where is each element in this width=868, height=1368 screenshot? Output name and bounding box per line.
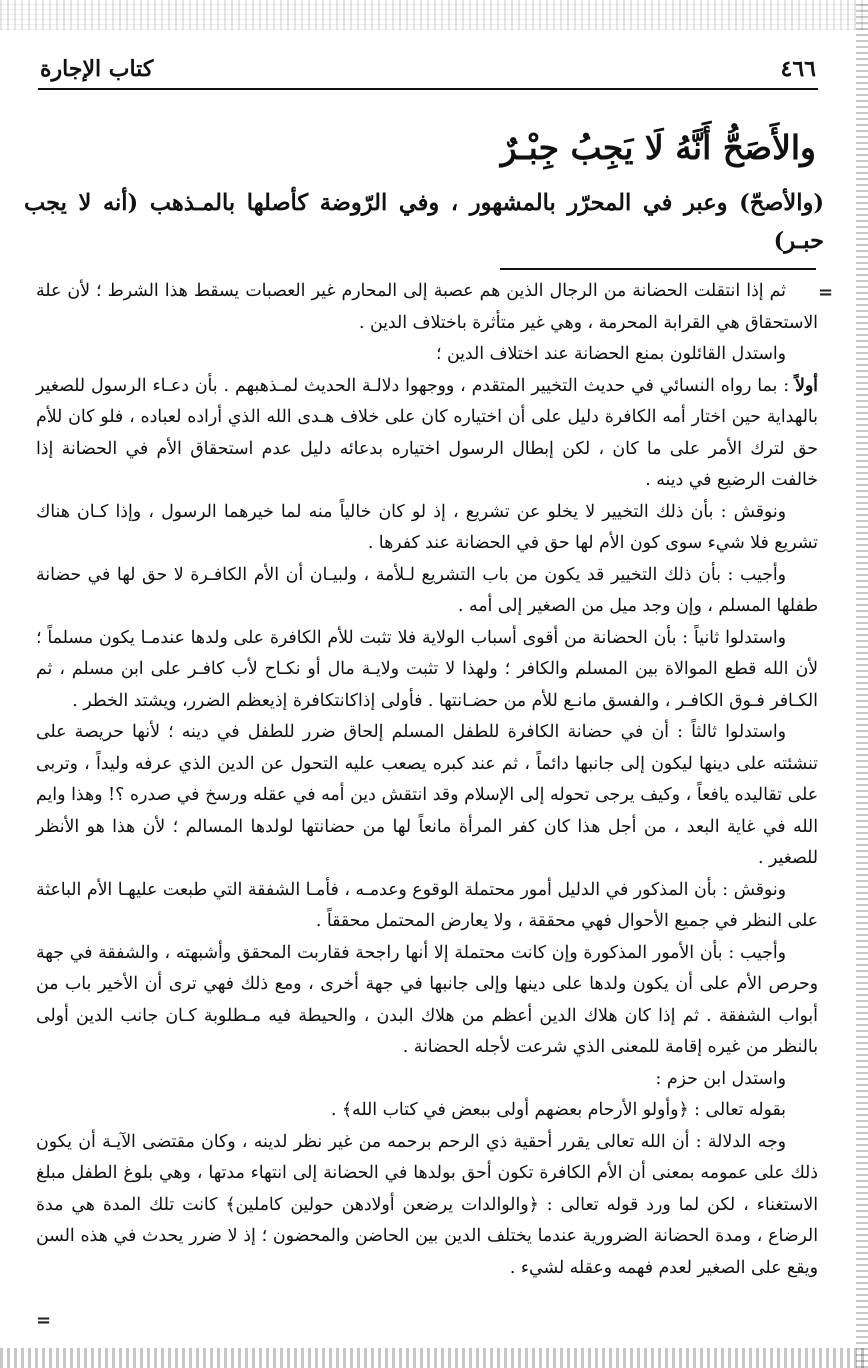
scan-edge-top — [0, 0, 868, 30]
paragraph: وأجيب : بأن ذلك التخيير قد يكون من باب التشريع لـلأمة ، ولبيـان أن الأم الكافـرة لا حق لها في حضانة طفلها المسلم ، وإن وجد ميل من الصغير إلى أمه . — [36, 564, 818, 616]
footnote-body — [36, 276, 818, 1284]
paragraph: واستدل القائلون بمنع الحضانة عند اختلاف الدين ؛ — [435, 344, 786, 364]
margin-mark-top: = — [818, 282, 834, 303]
matn-text: والأَصَحُّ أَنَّهُ لَا يَجِبُ جِبْـرٌ — [500, 128, 816, 167]
sharh-text: (والأصحّ) وعبر في المحرّر بالمشهور ، وفي الرّوضة كأصلها بالمـذهب (أنه لا يجب حبـر) — [24, 190, 824, 254]
paragraph-text: : بما رواه النسائي في حديث التخيير المتقدم ، ووجهوا دلالـة الحديث لمـذهبهم . بأن دعـاء الرسول للصغير بالهداية حين اختار أمه الكافرة دليل على أن اختياره كان على خلاف هـدى الله الذي أراده لعباده ، فلو كان للأم حق لترك الأمر على ما كان ، لكن إبطال الرسول اختياره بدعائه دليل عدم استحقاق الأم في الحضانة إذا خالفت الرضيع في دينه . — [36, 375, 818, 490]
margin-mark-bottom: = — [36, 1310, 52, 1331]
scan-edge-right — [856, 0, 868, 1368]
running-header — [38, 52, 818, 90]
paragraph: واستدلوا ثانياً : بأن الحضانة من أقوى أسباب الولاية فلا تثبت للأم الكافرة على ولدها عندمـا يكون مسلماً ؛ لأن الله قطع الموالاة بين المسلم والكافر ؛ ولهذا لا تثبت ولايـة مال أو نكـاح لأب كافـر على ابن مسلم ، ثم الكـافر فـوق الكافـر ، والفسق مانـع للأم من حضـانتها . فأولى إذاكانتكافرة إذيعظم الضرر، ويشتد الخطر . — [36, 627, 818, 711]
scan-edge-bottom — [0, 1348, 868, 1368]
paragraph: بقوله تعالى : ﴿وأولو الأرحام بعضهم أولى ببعض في كتاب الله﴾ . — [330, 1100, 786, 1120]
paragraph: واستدل ابن حزم : — [655, 1068, 786, 1089]
paragraph: ثم إذا انتقلت الحضانة من الرجال الذين هم عصبة إلى المحارم غير العصبات يسقط هذا الشرط ؛ لأن علة الاستحقاق هي القرابة المحرمة ، وهي غير متأثرة باختلاف الدين . — [36, 281, 818, 333]
book-title: كتاب الإجارة — [40, 56, 154, 82]
paragraph — [36, 371, 818, 497]
paragraph: وجه الدلالة : أن الله تعالى يقرر أحقية ذي الرحم برحمه من غير نظر لدينه ، وكان مقتضى الآيـة أن يكون ذلك على عمومه بمعنى أن الأم الكافرة تكون أحق بولدها في الحضانة إلى انتهاء مدتها ، وهي بلوغ الطفل مبلغ الاستغناء ، لكن لما ورد قوله تعالى : ﴿والوالدات يرضعن أولادهن حولين كاملين﴾ كانت تلك المدة هي مدة الرضاع ، ومدة الحضانة الضرورية عندما يختلف الدين بين الحاضن والمحضون ؛ إذ لا ضرر يحدث في هذه السن ويقع على الصغير لعدم فهمه وعقله لشيء . — [36, 1131, 818, 1278]
paragraph: ونوقش : بأن المذكور في الدليل أمور محتملة الوقوع وعدمـه ، فأمـا الشفقة التي طبعت عليهـا الأم الباعثة على النظر في جميع الأحوال فهي محققة ، ولا يعارض المحتمل محققاً . — [36, 879, 818, 931]
separator-line — [500, 268, 816, 270]
paragraph: واستدلوا ثالثاً : أن في حضانة الكافرة للطفل المسلم إلحاق ضرر للطفل في دينه ؛ لأنها حريصة على تنشئته على دينها ليكون إلى جانبها دائماً ، ثم عند كبره يصعب عليه التحول عن الدين الذي عرفه وليداً ، وتربى على تقاليده يافعاً ، وكيف يرجى تحوله إلى الإسلام وقد انتقش دين أمه في عقله ورسخ في صدره ؟! وهذا وايم الله في غاية البعد ، من أجل هذا كان كفر المرأة مانعاً لها من حضانتها لولدها المسالم ؛ لأن هذا هو الأنظر للصغير . — [36, 722, 818, 868]
paragraph-lead: أولاً — [794, 375, 818, 396]
paragraph: وأجيب : بأن الأمور المذكورة وإن كانت محتملة إلا أنها راجحة فقاربت المحقق وأشبهته ، والشفقة في جهة وحرص الأم على أن يكون ولدها على دينها وإلى جانبها في جهة أخرى ، ومع ذلك فهي ترى أن الأخير باب من أبواب الشفقة . ثم إذا كان هلاك الدين أعظم من هلاك البدن ، والحيطة فيه مـطلوبة كـان جانب الدين أولى بالنظر من غيره إقامة للمعنى الذي شرعت لأجله الحضانة . — [36, 942, 818, 1057]
page-number: ٤٦٦ — [780, 56, 816, 82]
paragraph: ونوقش : بأن ذلك التخيير لا يخلو عن تشريع ، إذ لو كان خالياً منه لما خيرهما الرسول ، وإذا كـان هناك تشريع فلا شيء سوى كون الأم لها حق في الحضانة عند كفرها . — [36, 501, 818, 553]
